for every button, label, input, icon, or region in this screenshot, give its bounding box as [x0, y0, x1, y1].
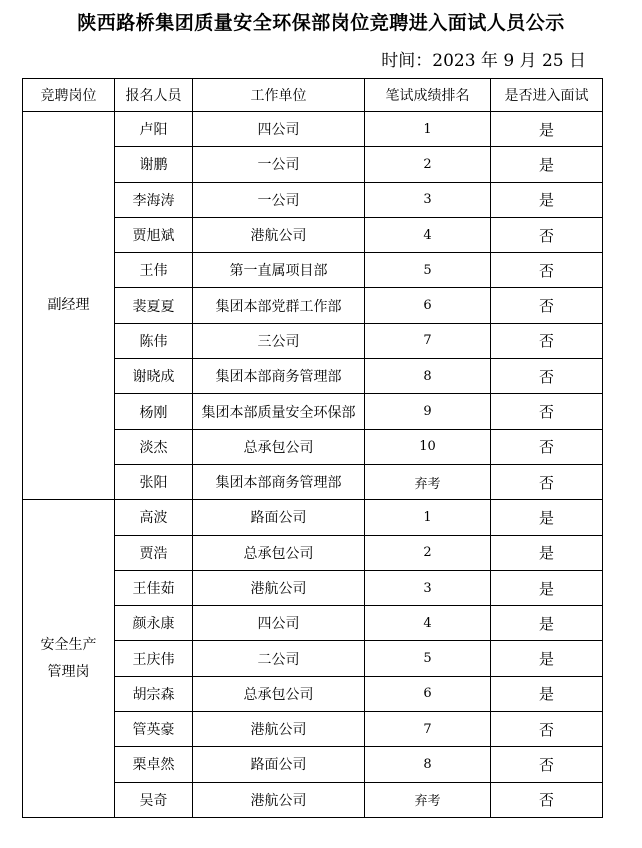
- unit-cell: 三公司: [193, 323, 365, 358]
- unit-cell: 路面公司: [193, 747, 365, 782]
- interview-cell: 是: [491, 182, 603, 217]
- interview-cell: 否: [491, 429, 603, 464]
- name-cell: 贾浩: [115, 535, 193, 570]
- position-label: 安全生产: [40, 636, 97, 653]
- table-body: [23, 112, 603, 818]
- interview-cell: 否: [491, 288, 603, 323]
- unit-cell: 集团本部商务管理部: [193, 359, 365, 394]
- rank-cell: 10: [365, 429, 491, 464]
- name-cell: 贾旭斌: [115, 217, 193, 252]
- rank-cell: 4: [365, 606, 491, 641]
- position-cell: [23, 112, 115, 500]
- table-header: [23, 79, 603, 112]
- candidate-table-container: [22, 78, 602, 818]
- name-cell: 杨刚: [115, 394, 193, 429]
- interview-cell: 是: [491, 641, 603, 676]
- interview-cell: 否: [491, 394, 603, 429]
- position-cell: [23, 500, 115, 818]
- interview-cell: 是: [491, 535, 603, 570]
- rank-cell: 4: [365, 217, 491, 252]
- interview-cell: 否: [491, 323, 603, 358]
- name-cell: 胡宗森: [115, 676, 193, 711]
- interview-cell: 否: [491, 359, 603, 394]
- rank-cell: 1: [365, 500, 491, 535]
- rank-cell: 7: [365, 712, 491, 747]
- interview-cell: 是: [491, 676, 603, 711]
- header-rank: 笔试成绩排名: [365, 79, 491, 112]
- unit-cell: 一公司: [193, 147, 365, 182]
- name-cell: 王庆伟: [115, 641, 193, 676]
- interview-cell: 否: [491, 712, 603, 747]
- name-cell: 王佳茹: [115, 570, 193, 605]
- name-cell: 淡杰: [115, 429, 193, 464]
- rank-cell: 2: [365, 147, 491, 182]
- unit-cell: 集团本部商务管理部: [193, 464, 365, 499]
- rank-cell: 7: [365, 323, 491, 358]
- interview-cell: 否: [491, 253, 603, 288]
- interview-cell: 是: [491, 570, 603, 605]
- rank-cell: 8: [365, 747, 491, 782]
- unit-cell: 港航公司: [193, 217, 365, 252]
- name-cell: 颜永康: [115, 606, 193, 641]
- interview-cell: 是: [491, 606, 603, 641]
- unit-cell: 四公司: [193, 112, 365, 147]
- interview-cell: 是: [491, 500, 603, 535]
- interview-cell: 否: [491, 464, 603, 499]
- interview-cell: 否: [491, 747, 603, 782]
- unit-cell: 港航公司: [193, 782, 365, 817]
- interview-cell: 否: [491, 782, 603, 817]
- publish-date: 时间：2023 年 9 月 25 日: [381, 51, 586, 71]
- unit-cell: 总承包公司: [193, 676, 365, 711]
- unit-cell: 二公司: [193, 641, 365, 676]
- rank-cell: 3: [365, 570, 491, 605]
- header-position: 竞聘岗位: [23, 79, 115, 112]
- rank-cell: 弃考: [365, 464, 491, 499]
- name-cell: 李海涛: [115, 182, 193, 217]
- interview-cell: 是: [491, 112, 603, 147]
- name-cell: 吴奇: [115, 782, 193, 817]
- name-cell: 卢阳: [115, 112, 193, 147]
- unit-cell: 一公司: [193, 182, 365, 217]
- candidate-table: [22, 78, 603, 818]
- unit-cell: 港航公司: [193, 712, 365, 747]
- page-title: 陕西路桥集团质量安全环保部岗位竞聘进入面试人员公示: [77, 12, 565, 34]
- rank-cell: 1: [365, 112, 491, 147]
- name-cell: 裴夏夏: [115, 288, 193, 323]
- rank-cell: 2: [365, 535, 491, 570]
- position-label: 管理岗: [47, 663, 90, 680]
- unit-cell: 第一直属项目部: [193, 253, 365, 288]
- unit-cell: 四公司: [193, 606, 365, 641]
- rank-cell: 8: [365, 359, 491, 394]
- unit-cell: 港航公司: [193, 570, 365, 605]
- interview-cell: 是: [491, 147, 603, 182]
- name-cell: 高波: [115, 500, 193, 535]
- table-row: [23, 500, 603, 535]
- unit-cell: 总承包公司: [193, 535, 365, 570]
- header-row: [23, 79, 603, 112]
- rank-cell: 6: [365, 676, 491, 711]
- position-label: 副经理: [47, 297, 90, 314]
- interview-cell: 否: [491, 217, 603, 252]
- unit-cell: 总承包公司: [193, 429, 365, 464]
- rank-cell: 3: [365, 182, 491, 217]
- rank-cell: 5: [365, 641, 491, 676]
- unit-cell: 集团本部党群工作部: [193, 288, 365, 323]
- header-name: 报名人员: [115, 79, 193, 112]
- rank-cell: 9: [365, 394, 491, 429]
- unit-cell: 集团本部质量安全环保部: [193, 394, 365, 429]
- name-cell: 管英豪: [115, 712, 193, 747]
- header-unit: 工作单位: [193, 79, 365, 112]
- name-cell: 栗卓然: [115, 747, 193, 782]
- name-cell: 王伟: [115, 253, 193, 288]
- name-cell: 谢鹏: [115, 147, 193, 182]
- table-row: [23, 112, 603, 147]
- header-interview: 是否进入面试: [491, 79, 603, 112]
- rank-cell: 弃考: [365, 782, 491, 817]
- name-cell: 谢晓成: [115, 359, 193, 394]
- rank-cell: 6: [365, 288, 491, 323]
- name-cell: 张阳: [115, 464, 193, 499]
- rank-cell: 5: [365, 253, 491, 288]
- name-cell: 陈伟: [115, 323, 193, 358]
- unit-cell: 路面公司: [193, 500, 365, 535]
